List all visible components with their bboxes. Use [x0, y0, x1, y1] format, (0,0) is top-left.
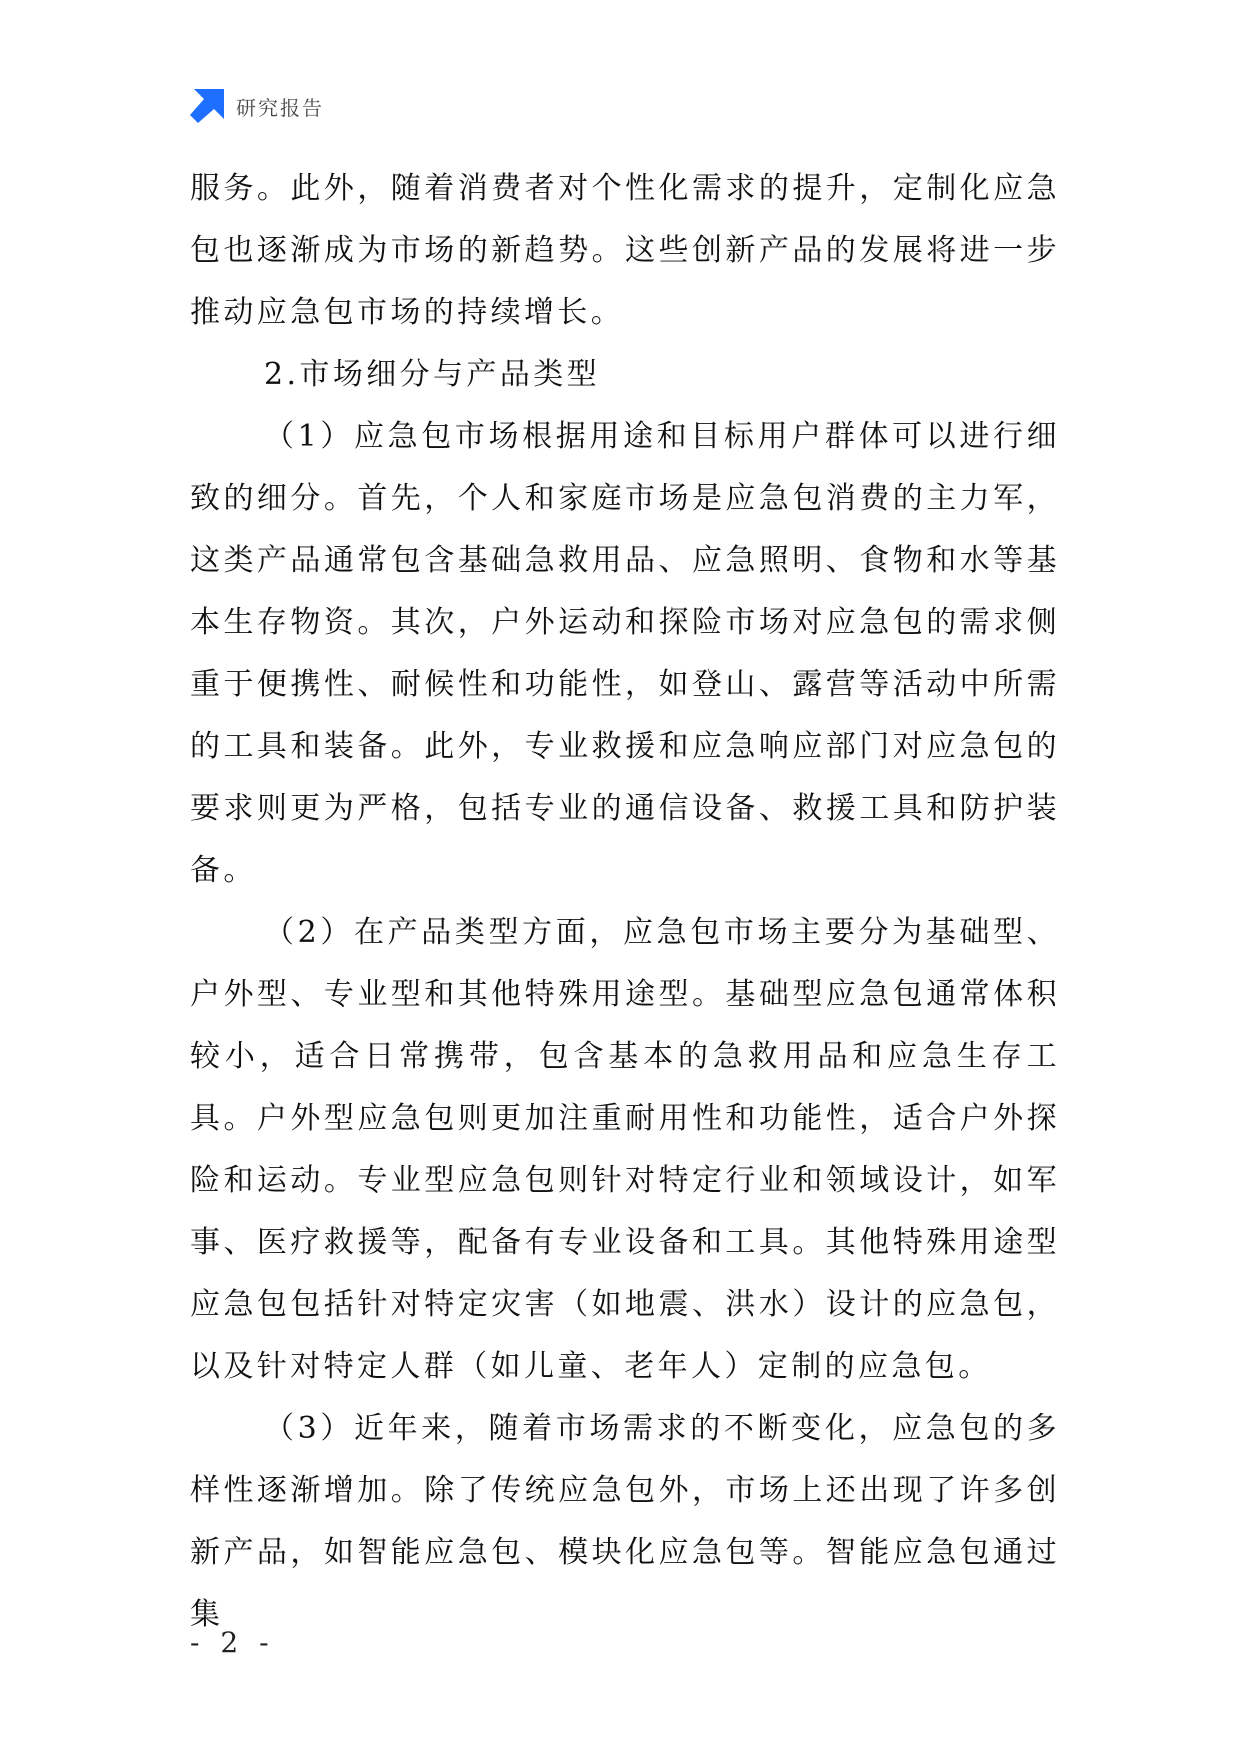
document-body	[190, 158, 1060, 1646]
paragraph-4: （3）近年来，随着市场需求的不断变化，应急包的多样性逐渐增加。除了传统应急包外，市场上还出现了许多创新产品，如智能应急包、模块化应急包等。智能应急包通过集	[190, 1411, 1060, 1632]
paragraph-3: （2）在产品类型方面，应急包市场主要分为基础型、户外型、专业型和其他特殊用途型。基础型应急包通常体积较小，适合日常携带，包含基本的急救用品和应急生存工具。户外型应急包则更加注重耐用性和功能性，适合户外探险和运动。专业型应急包则针对特定行业和领域设计，如军事、医疗救援等，配备有专业设备和工具。其他特殊用途型应急包包括针对特定灾害（如地震、洪水）设计的应急包，以及针对特定人群（如儿童、老年人）定制的应急包。	[190, 915, 1060, 1384]
header-title: 研究报告	[236, 95, 324, 120]
arrow-up-right-icon	[190, 89, 224, 123]
paragraph-1: 服务。此外，随着消费者对个性化需求的提升，定制化应急包也逐渐成为市场的新趋势。这些创新产品的发展将进一步推动应急包市场的持续增长。	[190, 171, 1060, 330]
page-number: - 2 -	[190, 1626, 275, 1659]
page-header	[190, 88, 324, 124]
section-heading: 2.市场细分与产品类型	[264, 357, 601, 392]
paragraph-2: （1）应急包市场根据用途和目标用户群体可以进行细致的细分。首先，个人和家庭市场是应急包消费的主力军，这类产品通常包含基础急救用品、应急照明、食物和水等基本生存物资。其次，户外运动和探险市场对应急包的需求侧重于便携性、耐候性和功能性，如登山、露营等活动中所需的工具和装备。此外，专业救援和应急响应部门对应急包的要求则更为严格，包括专业的通信设备、救援工具和防护装备。	[190, 419, 1060, 888]
